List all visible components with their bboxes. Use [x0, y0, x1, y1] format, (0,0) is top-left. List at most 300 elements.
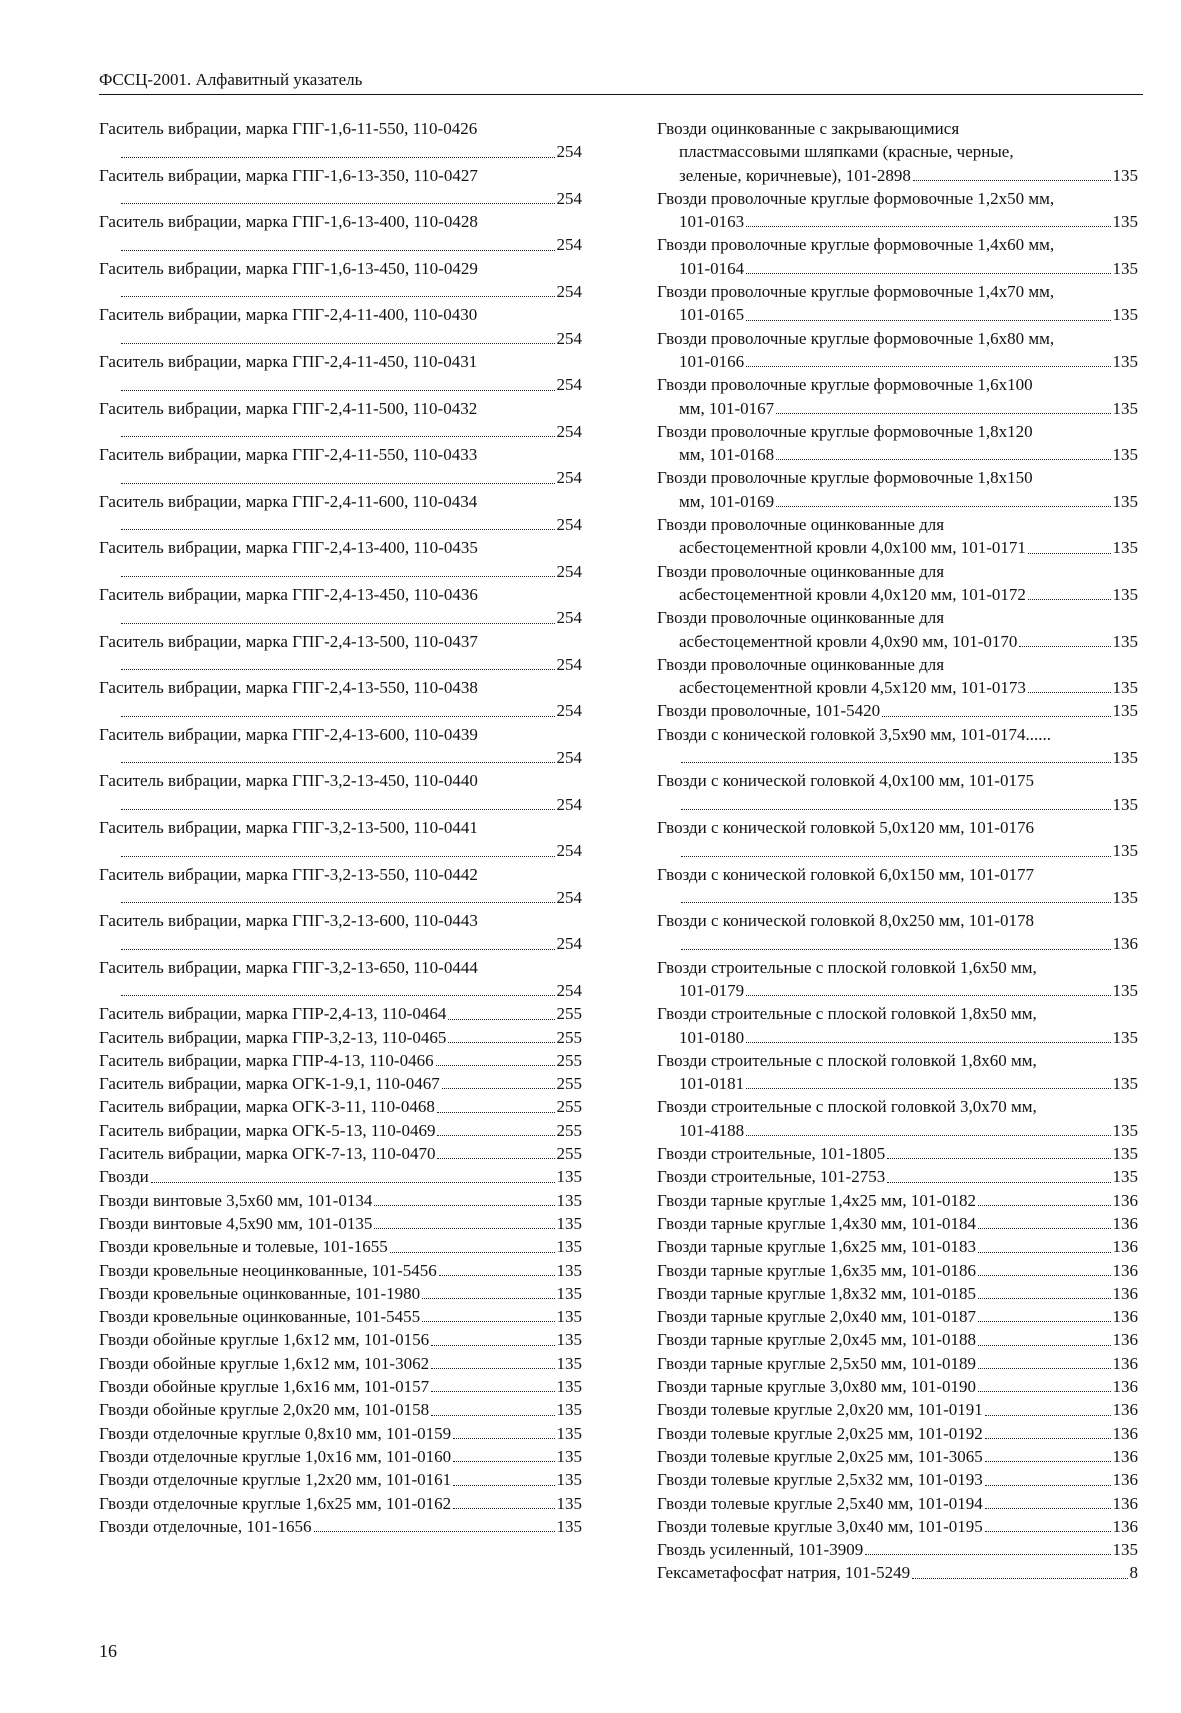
entry-leader-line	[99, 839, 582, 862]
index-entry	[99, 1282, 582, 1305]
entry-page: 136	[1112, 1190, 1138, 1210]
entry-page: 136	[1112, 1330, 1138, 1350]
dot-leader	[985, 1461, 1111, 1462]
entry-name: Гвозди винтовые 4,5х90 мм, 101-0135	[99, 1213, 373, 1233]
index-entry	[99, 1398, 582, 1421]
dot-leader	[121, 529, 555, 530]
entry-name: Гаситель вибрации, марка ГПГ-2,4-11-450, 110-0431	[99, 351, 478, 371]
dot-leader	[887, 1158, 1110, 1159]
dot-leader	[746, 1135, 1110, 1136]
index-entry	[657, 1235, 1138, 1258]
entry-leader-line	[99, 187, 582, 210]
dot-leader	[681, 902, 1111, 903]
entry-page: 135	[1112, 258, 1138, 278]
entry-name: Гвозди тарные круглые 2,0х40 мм, 101-0187	[657, 1307, 977, 1327]
dot-leader	[978, 1368, 1110, 1369]
entry-leader-line	[657, 1352, 1138, 1375]
dot-leader	[978, 1252, 1110, 1253]
index-entry	[657, 1492, 1138, 1515]
index-entry	[99, 443, 582, 490]
index-entry	[657, 699, 1138, 722]
entry-leader-line	[657, 1468, 1138, 1491]
index-entry	[99, 1165, 582, 1188]
dot-leader	[121, 436, 555, 437]
dot-leader	[453, 1485, 554, 1486]
entry-name: Гаситель вибрации, марка ГПГ-3,2-13-450, 110-0440	[99, 771, 478, 791]
index-entry	[657, 1305, 1138, 1328]
entry-page: 136	[1112, 1377, 1138, 1397]
entry-leader-line	[657, 1142, 1138, 1165]
index-entry	[99, 676, 582, 723]
entry-name: Гаситель вибрации, марка ГПГ-2,4-11-550, 110-0433	[99, 445, 478, 465]
entry-leader-line	[99, 653, 582, 676]
entry-page: 135	[1112, 1027, 1138, 1047]
entry-leader-line	[99, 140, 582, 163]
index-entry	[657, 327, 1138, 374]
entry-page: 254	[556, 282, 582, 302]
entry-leader-line	[657, 1538, 1138, 1561]
index-entry	[99, 1328, 582, 1351]
entry-leader-line	[657, 1515, 1138, 1538]
dot-leader	[121, 809, 555, 810]
entry-name: Гаситель вибрации, марка ГПГ-2,4-13-500, 110-0437	[99, 631, 478, 651]
entry-name: Гаситель вибрации, марка ГПГ-1,6-13-450, 110-0429	[99, 258, 478, 278]
entry-page: 135	[1112, 491, 1138, 511]
entry-leader-line	[99, 606, 582, 629]
entry-name: Гвозди отделочные круглые 0,8х10 мм, 101-0159	[99, 1423, 452, 1443]
index-entry	[657, 1375, 1138, 1398]
entry-leader-line	[99, 886, 582, 909]
entry-name: Гвозди толевые круглые 2,0х20 мм, 101-0191	[657, 1400, 983, 1420]
entry-name: Гвозди винтовые 3,5х60 мм, 101-0134	[99, 1190, 373, 1210]
index-entry	[99, 303, 582, 350]
entry-leader-line	[657, 1235, 1138, 1258]
entry-page: 254	[556, 841, 582, 861]
entry-page: 136	[1112, 1283, 1138, 1303]
dot-leader	[978, 1275, 1110, 1276]
entry-page: 254	[556, 654, 582, 674]
entry-leader-line	[99, 233, 582, 256]
entry-leader-line	[99, 327, 582, 350]
entry-page: 135	[1112, 398, 1138, 418]
entry-leader-line	[99, 466, 582, 489]
entry-page: 255	[556, 1074, 582, 1094]
entry-name: Гвозди строительные, 101-1805	[657, 1144, 886, 1164]
index-entry	[99, 630, 582, 677]
entry-leader-line	[657, 210, 1138, 233]
entry-name: Гвозди проволочные оцинкованные для	[657, 515, 945, 535]
entry-page: 135	[1112, 445, 1138, 465]
entry-page: 254	[556, 887, 582, 907]
entry-page: 136	[1112, 1237, 1138, 1257]
entry-name: Гвозди обойные круглые 1,6х12 мм, 101-0156	[99, 1330, 430, 1350]
dot-leader	[882, 716, 1110, 717]
dot-leader	[121, 203, 555, 204]
entry-page: 254	[556, 608, 582, 628]
entry-page: 254	[556, 188, 582, 208]
entry-name: Гвозди отделочные, 101-1656	[99, 1516, 312, 1536]
dot-leader	[985, 1508, 1111, 1509]
entry-name: Гаситель вибрации, марка ГПГ-2,4-13-600, 110-0439	[99, 724, 478, 744]
entry-page: 255	[556, 1027, 582, 1047]
index-entry	[657, 117, 1138, 187]
entry-page: 254	[556, 515, 582, 535]
entry-leader-line	[657, 1375, 1138, 1398]
entry-name: Гаситель вибрации, марка ГПГ-1,6-13-350, 110-0427	[99, 165, 478, 185]
index-entry	[99, 1072, 582, 1095]
dot-leader	[453, 1461, 554, 1462]
index-column-right	[657, 117, 1138, 1585]
dot-leader	[448, 1042, 554, 1043]
entry-name: Гвозди с конической головкой 6,0х150 мм, 101-0177	[657, 864, 1034, 884]
entry-name: Гвозди кровельные оцинкованные, 101-1980	[99, 1283, 421, 1303]
index-entry	[657, 373, 1138, 420]
dot-leader	[1019, 646, 1110, 647]
entry-leader-line	[657, 1422, 1138, 1445]
entry-leader-line	[657, 932, 1138, 955]
entry-leader-line	[99, 373, 582, 396]
entry-name: Гвозди тарные круглые 1,4х30 мм, 101-0184	[657, 1213, 977, 1233]
entry-leader-line	[657, 676, 1138, 699]
index-entry	[657, 1189, 1138, 1212]
dot-leader	[121, 576, 555, 577]
index-entry	[99, 397, 582, 444]
entry-leader-line	[657, 1119, 1138, 1142]
entry-leader-line	[99, 979, 582, 1002]
entry-page: 135	[1112, 538, 1138, 558]
index-entry	[99, 164, 582, 211]
entry-name: Гвозди тарные круглые 1,4х25 мм, 101-0182	[657, 1190, 977, 1210]
entry-name: Гаситель вибрации, марка ГПР-4-13, 110-0466	[99, 1050, 434, 1070]
entry-leader-line	[99, 746, 582, 769]
index-entry	[99, 816, 582, 863]
entry-page: 135	[556, 1493, 582, 1513]
dot-leader	[776, 413, 1110, 414]
index-entry	[99, 1119, 582, 1142]
entry-name: Гвозди проволочные оцинкованные для	[657, 608, 945, 628]
entry-leader-line	[99, 513, 582, 536]
entry-page: 135	[1112, 1074, 1138, 1094]
entry-leader-line	[657, 1259, 1138, 1282]
entry-name: Гаситель вибрации, марка ГПГ-2,4-11-600, 110-0434	[99, 491, 478, 511]
entry-page: 135	[556, 1190, 582, 1210]
entry-page: 135	[556, 1260, 582, 1280]
entry-page: 136	[1112, 1400, 1138, 1420]
entry-leader-line	[657, 1328, 1138, 1351]
entry-name: Гвозди с конической головкой 8,0х250 мм, 101-0178	[657, 911, 1034, 931]
entry-leader-line	[657, 1561, 1138, 1584]
entry-page: 135	[1112, 794, 1138, 814]
entry-name: пластмассовыми шляпками (красные, черные,	[679, 142, 1014, 162]
index-entry	[99, 1002, 582, 1025]
entry-name: Гвозди обойные круглые 1,6х16 мм, 101-0157	[99, 1377, 430, 1397]
dot-leader	[746, 1088, 1110, 1089]
entry-page: 255	[556, 1120, 582, 1140]
entry-name: Гвозди тарные круглые 1,6х25 мм, 101-0183	[657, 1237, 977, 1257]
entry-page: 254	[556, 701, 582, 721]
entry-name: Гвозди строительные с плоской головкой 3,0х70 мм,	[657, 1097, 1037, 1117]
entry-leader-line	[657, 1212, 1138, 1235]
entry-name: 101-0180	[679, 1027, 745, 1047]
entry-page: 135	[556, 1237, 582, 1257]
entry-name: Гвозди обойные круглые 2,0х20 мм, 101-0158	[99, 1400, 430, 1420]
dot-leader	[776, 506, 1110, 507]
dot-leader	[121, 390, 555, 391]
dot-leader	[453, 1508, 554, 1509]
entry-leader-line	[657, 630, 1138, 653]
entry-name: Гаситель вибрации, марка ГПР-3,2-13, 110-0465	[99, 1027, 447, 1047]
entry-name: Гвозди проволочные круглые формовочные 1,4х60 мм,	[657, 235, 1055, 255]
dot-leader	[121, 250, 555, 251]
dot-leader	[681, 809, 1111, 810]
entry-name: Гаситель вибрации, марка ГПГ-2,4-11-400, 110-0430	[99, 305, 478, 325]
entry-name: Гвозди проволочные оцинкованные для	[657, 561, 945, 581]
entry-page: 254	[556, 468, 582, 488]
dot-leader	[681, 762, 1111, 763]
dot-leader	[442, 1088, 555, 1089]
index-entry	[657, 1002, 1138, 1049]
dot-leader	[985, 1415, 1111, 1416]
dot-leader	[978, 1205, 1110, 1206]
index-entry	[657, 187, 1138, 234]
entry-leader-line	[99, 699, 582, 722]
dot-leader	[121, 296, 555, 297]
index-entry	[99, 769, 582, 816]
entry-page: 136	[1112, 1353, 1138, 1373]
dot-leader	[978, 1391, 1110, 1392]
dot-leader	[422, 1321, 554, 1322]
entry-name: 101-0165	[679, 305, 745, 325]
dot-leader	[121, 762, 555, 763]
index-entry	[99, 490, 582, 537]
dot-leader	[746, 1042, 1110, 1043]
entry-name: Гаситель вибрации, марка ОГК-3-11, 110-0468	[99, 1097, 435, 1117]
entry-leader-line	[657, 1282, 1138, 1305]
index-entry	[657, 1445, 1138, 1468]
entry-name: Гвозди строительные с плоской головкой 1,8х50 мм,	[657, 1004, 1037, 1024]
entry-page: 135	[556, 1307, 582, 1327]
dot-leader	[121, 669, 555, 670]
dot-leader	[453, 1438, 554, 1439]
entry-page: 135	[1112, 1120, 1138, 1140]
index-entry	[657, 606, 1138, 653]
dot-leader	[422, 1298, 554, 1299]
entry-name: мм, 101-0169	[679, 491, 775, 511]
index-entry	[657, 1352, 1138, 1375]
entry-page: 255	[556, 1097, 582, 1117]
entry-page: 135	[1112, 1167, 1138, 1187]
dot-leader	[912, 1578, 1127, 1579]
entry-page: 135	[556, 1167, 582, 1187]
entry-page: 135	[556, 1423, 582, 1443]
entry-name: Гаситель вибрации, марка ГПГ-2,4-13-450, 110-0436	[99, 584, 478, 604]
entry-leader-line	[657, 164, 1138, 187]
entry-page: 8	[1129, 1563, 1138, 1583]
entry-page: 135	[556, 1377, 582, 1397]
index-entry	[99, 1235, 582, 1258]
entry-page: 135	[556, 1400, 582, 1420]
entry-page: 135	[556, 1516, 582, 1536]
dot-leader	[121, 949, 555, 950]
entry-page: 136	[1112, 1260, 1138, 1280]
entry-page: 135	[1112, 1540, 1138, 1560]
entry-page: 255	[556, 1004, 582, 1024]
entry-page: 135	[556, 1353, 582, 1373]
index-entry	[99, 1468, 582, 1491]
entry-name: Гаситель вибрации, марка ГПГ-3,2-13-650, 110-0444	[99, 957, 478, 977]
index-entry	[657, 956, 1138, 1003]
index-entry	[99, 909, 582, 956]
entry-name: асбестоцементной кровли 4,5х120 мм, 101-0173	[679, 678, 1026, 698]
index-entry	[99, 1049, 582, 1072]
index-entry	[99, 257, 582, 304]
dot-leader	[681, 856, 1111, 857]
dot-leader	[746, 995, 1110, 996]
index-entry	[99, 1095, 582, 1118]
dot-leader	[887, 1182, 1110, 1183]
entry-leader-line	[657, 979, 1138, 1002]
index-entry	[657, 1515, 1138, 1538]
entry-leader-line	[657, 793, 1138, 816]
index-entry	[99, 1375, 582, 1398]
entry-name: Гаситель вибрации, марка ГПГ-2,4-13-550, 110-0438	[99, 678, 478, 698]
entry-leader-line	[657, 350, 1138, 373]
index-entry	[657, 1259, 1138, 1282]
dot-leader	[314, 1531, 555, 1532]
index-entry	[657, 1561, 1138, 1584]
entry-page: 136	[1112, 1213, 1138, 1233]
index-entry	[99, 1142, 582, 1165]
index-entry	[657, 1165, 1138, 1188]
entry-leader-line	[657, 257, 1138, 280]
entry-page: 135	[1112, 678, 1138, 698]
entry-page: 136	[1112, 1516, 1138, 1536]
index-entry	[657, 769, 1138, 816]
entry-leader-line	[657, 1072, 1138, 1095]
dot-leader	[1028, 692, 1111, 693]
dot-leader	[431, 1368, 554, 1369]
entry-leader-line	[657, 1492, 1138, 1515]
entry-page: 135	[556, 1283, 582, 1303]
entry-page: 135	[1112, 584, 1138, 604]
entry-name: Гвозди кровельные и толевые, 101-1655	[99, 1237, 388, 1257]
dot-leader	[776, 459, 1110, 460]
entry-name: Гвозди тарные круглые 1,6х35 мм, 101-0186	[657, 1260, 977, 1280]
entry-name: Гвозди толевые круглые 2,0х25 мм, 101-0192	[657, 1423, 983, 1443]
entry-name: Гвозди тарные круглые 3,0х80 мм, 101-0190	[657, 1377, 977, 1397]
index-entry	[657, 233, 1138, 280]
entry-leader-line	[657, 1305, 1138, 1328]
index-entry	[657, 863, 1138, 910]
entry-name: Гвозди с конической головкой 3,5х90 мм, 101-0174......	[657, 724, 1051, 744]
entry-page: 135	[1112, 1144, 1138, 1164]
entry-name: 101-0163	[679, 212, 745, 232]
dot-leader	[746, 366, 1110, 367]
index-entry	[99, 1259, 582, 1282]
index-entry	[99, 117, 582, 164]
entry-page: 254	[556, 934, 582, 954]
entry-leader-line	[657, 1165, 1138, 1188]
entry-leader-line	[657, 1398, 1138, 1421]
entry-name: Гвозди тарные круглые 1,8х32 мм, 101-0185	[657, 1283, 977, 1303]
entry-page: 135	[1112, 631, 1138, 651]
entry-leader-line	[657, 699, 1138, 722]
entry-page: 135	[1112, 351, 1138, 371]
entry-leader-line	[657, 746, 1138, 769]
dot-leader	[865, 1554, 1110, 1555]
dot-leader	[448, 1019, 554, 1020]
header-rule	[99, 94, 1143, 95]
index-entry	[99, 863, 582, 910]
entry-page: 135	[556, 1446, 582, 1466]
dot-leader	[746, 273, 1110, 274]
entry-name: Гвозди проволочные оцинкованные для	[657, 654, 945, 674]
dot-leader	[431, 1415, 554, 1416]
entry-name: Гаситель вибрации, марка ОГК-1-9,1, 110-0467	[99, 1074, 440, 1094]
entry-name: Гвозди тарные круглые 2,0х45 мм, 101-0188	[657, 1330, 977, 1350]
entry-page: 136	[1112, 1423, 1138, 1443]
dot-leader	[439, 1275, 555, 1276]
entry-page: 135	[1112, 748, 1138, 768]
entry-leader-line	[657, 443, 1138, 466]
dot-leader	[985, 1485, 1111, 1486]
index-entry	[99, 723, 582, 770]
entry-page: 254	[556, 748, 582, 768]
dot-leader	[978, 1345, 1110, 1346]
index-entry	[99, 1422, 582, 1445]
entry-name: Гвозди толевые круглые 2,5х32 мм, 101-0193	[657, 1470, 983, 1490]
entry-leader-line	[99, 932, 582, 955]
entry-name: зеленые, коричневые), 101-2898	[679, 165, 911, 185]
entry-page: 136	[1112, 1307, 1138, 1327]
dot-leader	[1028, 599, 1111, 600]
index-entry	[99, 1515, 582, 1538]
entry-name: Гаситель вибрации, марка ГПГ-3,2-13-550, 110-0442	[99, 864, 478, 884]
entry-name: мм, 101-0168	[679, 445, 775, 465]
entry-page: 255	[556, 1144, 582, 1164]
entry-name: Гвозди толевые круглые 2,5х40 мм, 101-0194	[657, 1493, 983, 1513]
entry-name: Гвозди отделочные круглые 1,2х20 мм, 101-0161	[99, 1470, 452, 1490]
entry-leader-line	[657, 397, 1138, 420]
entry-name: Гаситель вибрации, марка ОГК-7-13, 110-0470	[99, 1144, 436, 1164]
entry-page: 254	[556, 561, 582, 581]
entry-name: Гвозди отделочные круглые 1,6х25 мм, 101-0162	[99, 1493, 452, 1513]
index-entry	[657, 466, 1138, 513]
entry-leader-line	[99, 793, 582, 816]
entry-page: 136	[1112, 934, 1138, 954]
entry-name: Гаситель вибрации, марка ГПР-2,4-13, 110-0464	[99, 1004, 447, 1024]
dot-leader	[121, 483, 555, 484]
entry-name: Гвозди тарные круглые 2,5х50 мм, 101-0189	[657, 1353, 977, 1373]
entry-leader-line	[657, 490, 1138, 513]
index-entry	[99, 536, 582, 583]
entry-name: асбестоцементной кровли 4,0х100 мм, 101-0171	[679, 538, 1026, 558]
entry-page: 136	[1112, 1493, 1138, 1513]
entry-page: 254	[556, 235, 582, 255]
entry-name: 101-4188	[679, 1120, 745, 1140]
dot-leader	[121, 716, 555, 717]
entry-page: 136	[1112, 1470, 1138, 1490]
index-entry	[657, 1422, 1138, 1445]
index-entry	[657, 816, 1138, 863]
dot-leader	[978, 1321, 1110, 1322]
entry-name: Гвозди проволочные круглые формовочные 1,8х120	[657, 421, 1033, 441]
entry-name: Гексаметафосфат натрия, 101-5249	[657, 1563, 911, 1583]
index-entry	[657, 723, 1138, 770]
entry-page: 135	[1112, 980, 1138, 1000]
dot-leader	[437, 1135, 554, 1136]
index-entry	[99, 1305, 582, 1328]
